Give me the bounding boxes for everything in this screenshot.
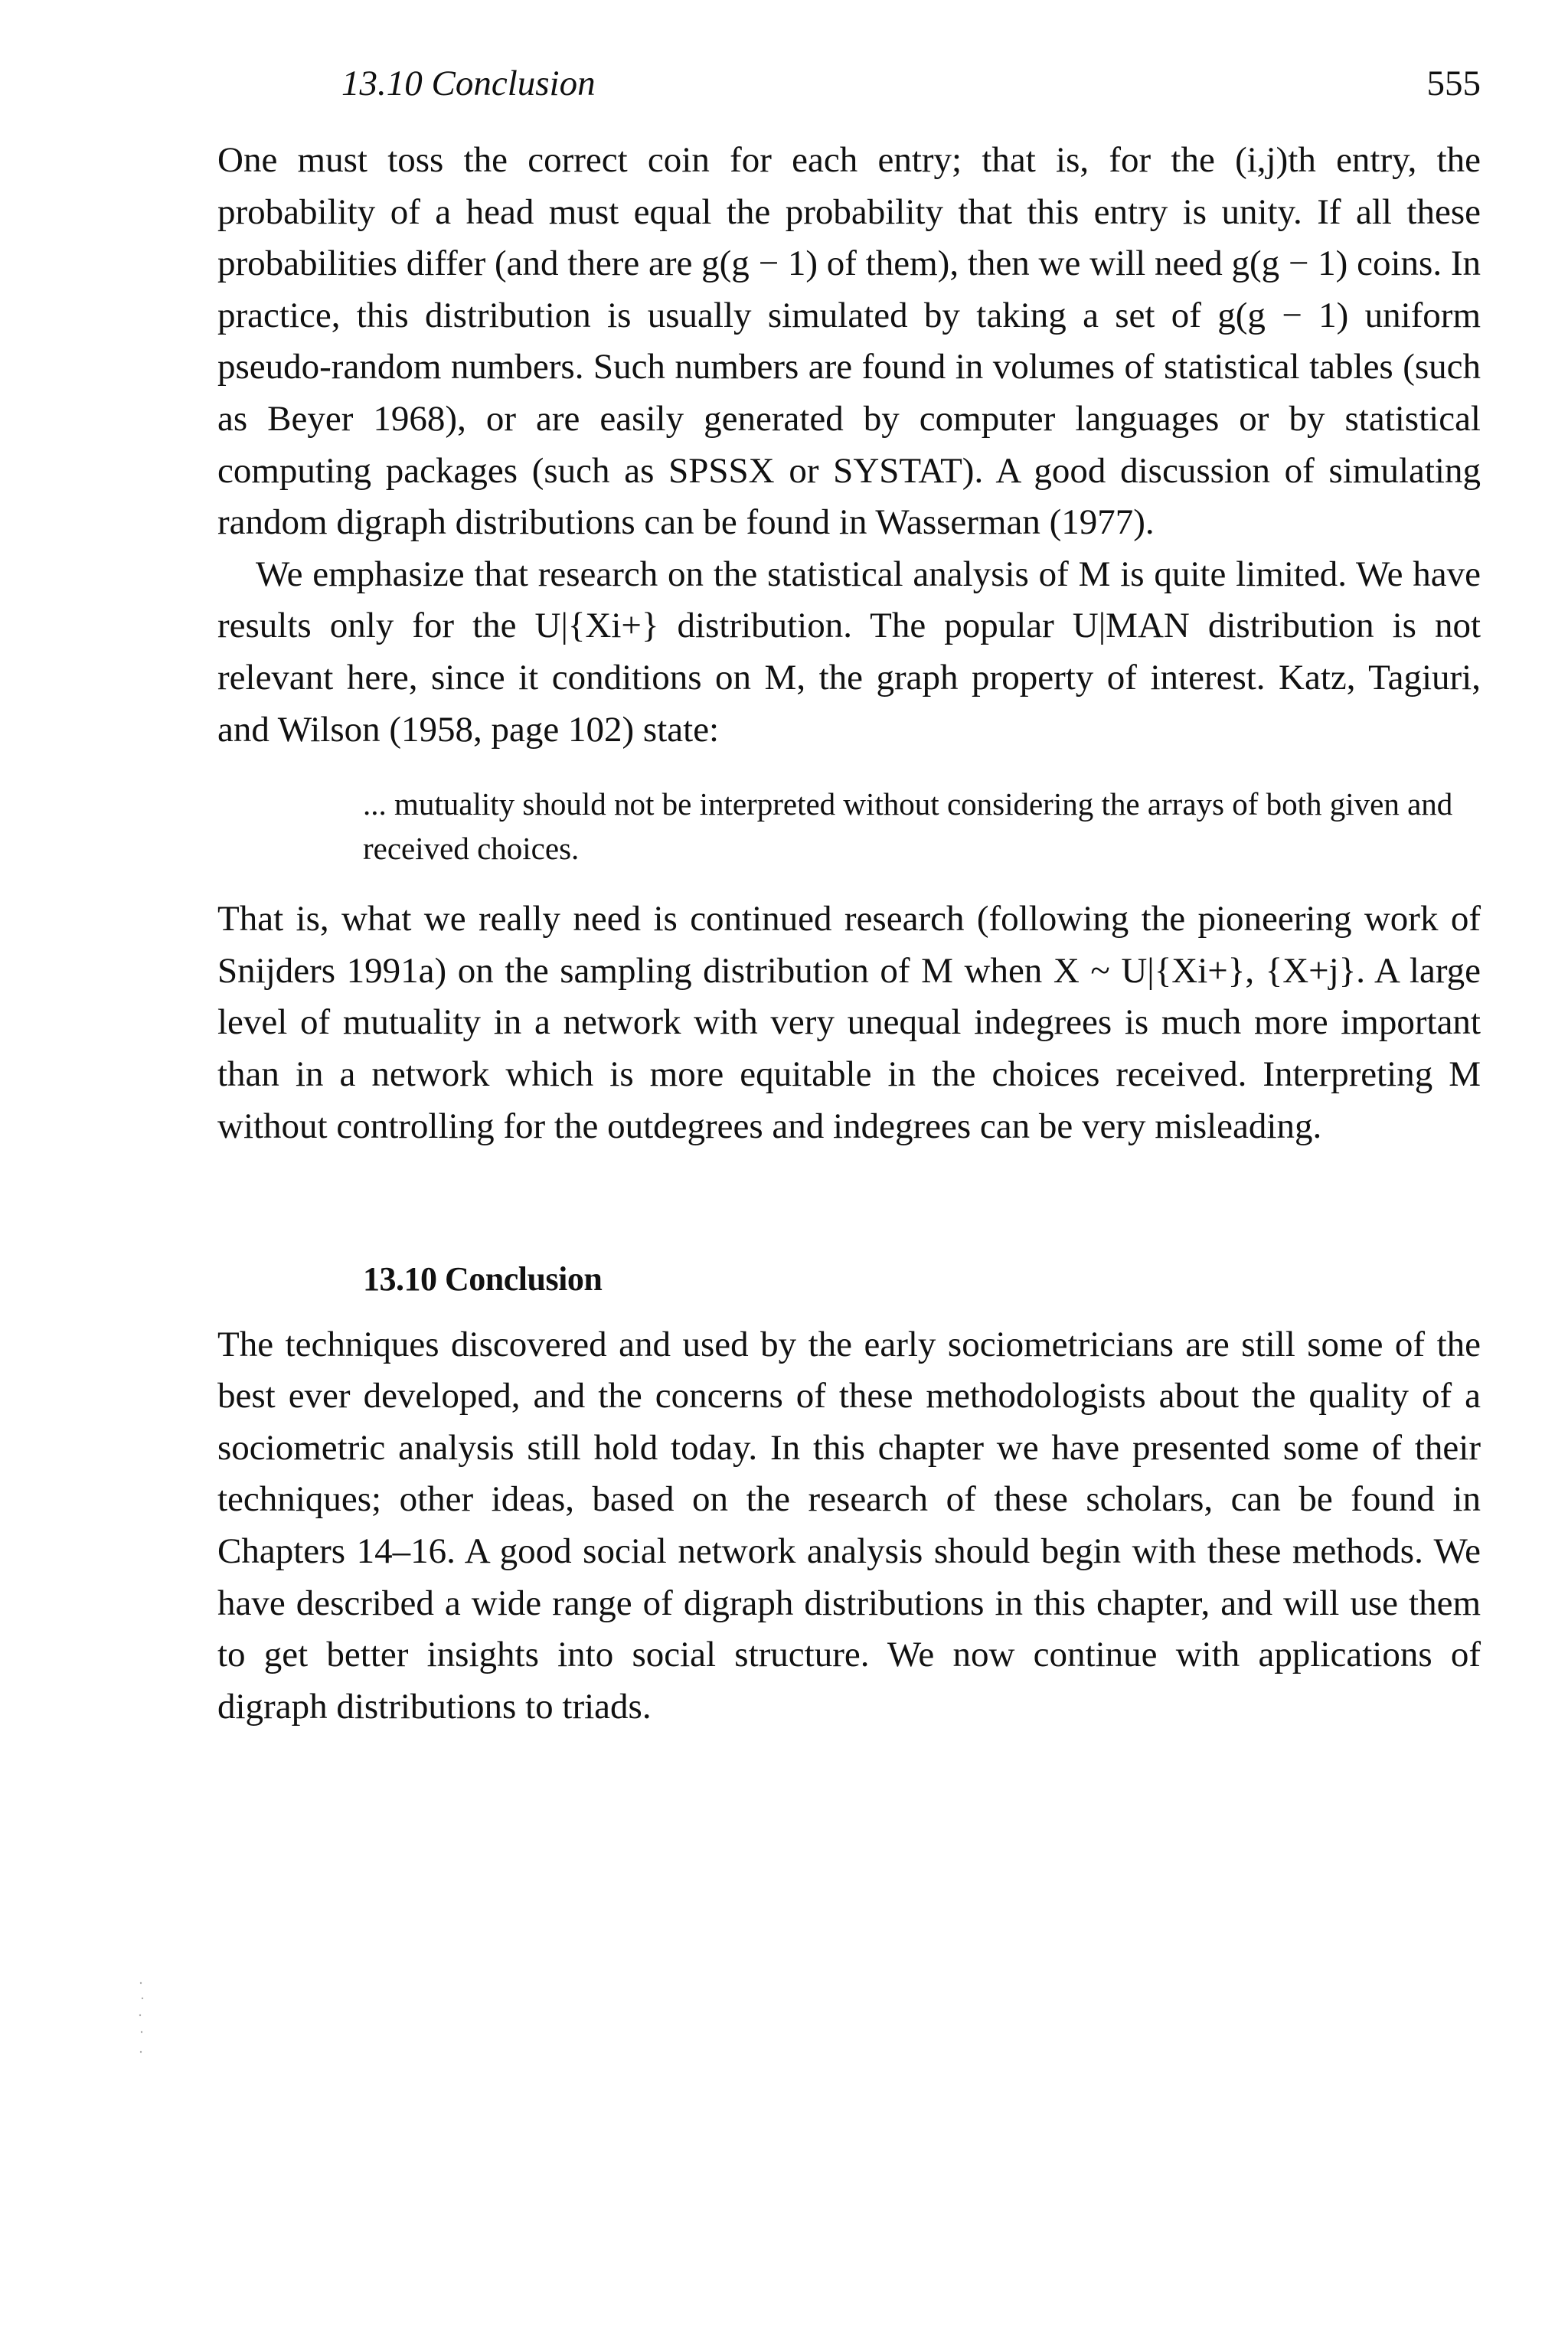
paragraph-continued-research: That is, what we really need is continued research (following the pioneering work of Snijders 1991a) on the sampling distribution of M when X ~ U|{Xi+}, {X+j}. A large level of mutuality in a network with very unequal indegrees is much more important than in a network which is more equitable in the choices received. Interpreting M without controlling for the outdegrees and indegrees can be very misleading. <box>217 899 1481 1146</box>
margin-scan-marks <box>135 1975 150 2067</box>
block-quote: ... mutuality should not be interpreted without considering the arrays of both given and received choices. <box>363 786 1453 867</box>
paragraph-coins: One must toss the correct coin for each entry; that is, for the (i,j)th entry, the probability of a head must equal the probability that this entry is unity. If all these probabilities differ (and there are g(g − 1) of them), then we will need g(g − 1) coins. In practice, this distribution is usually simulated by taking a set of g(g − 1) uniform pseudo-random numbers. Such numbers are found in volumes of statistical tables (such as Beyer 1968), or are easily generated by computer languages or by statistical computing packages (such as SPSSX or SYSTAT). A good discussion of simulating random digraph distributions can be found in Wasserman (1977). <box>217 140 1481 543</box>
body-text <box>217 135 1481 1733</box>
page-number: 555 <box>1426 64 1481 103</box>
running-title: 13.10 Conclusion <box>341 64 596 103</box>
paragraph-mutuality-research: We emphasize that research on the statistical analysis of M is quite limited. We have results only for the U|{Xi+} distribution. The popular U|MAN distribution is not relevant here, since it conditions on M, the graph property of interest. Katz, Tagiuri, and Wilson (1958, page 102) state: <box>217 554 1481 750</box>
scan-dots-graphic <box>135 1975 150 2067</box>
section-heading: 13.10 Conclusion <box>363 1260 603 1299</box>
running-head <box>217 63 1481 109</box>
paragraph-conclusion: The techniques discovered and used by the early sociometricians are still some of the best ever developed, and the concerns of these methodologists about the quality of a sociometric analysis still hold today. In this chapter we have presented some of their techniques; other ideas, based on the research of these scholars, can be found in Chapters 14–16. A good social network analysis should begin with these methods. We have described a wide range of digraph distributions in this chapter, and will use them to get better insights into social structure. We now continue with applications of digraph distributions to triads. <box>217 1324 1481 1727</box>
